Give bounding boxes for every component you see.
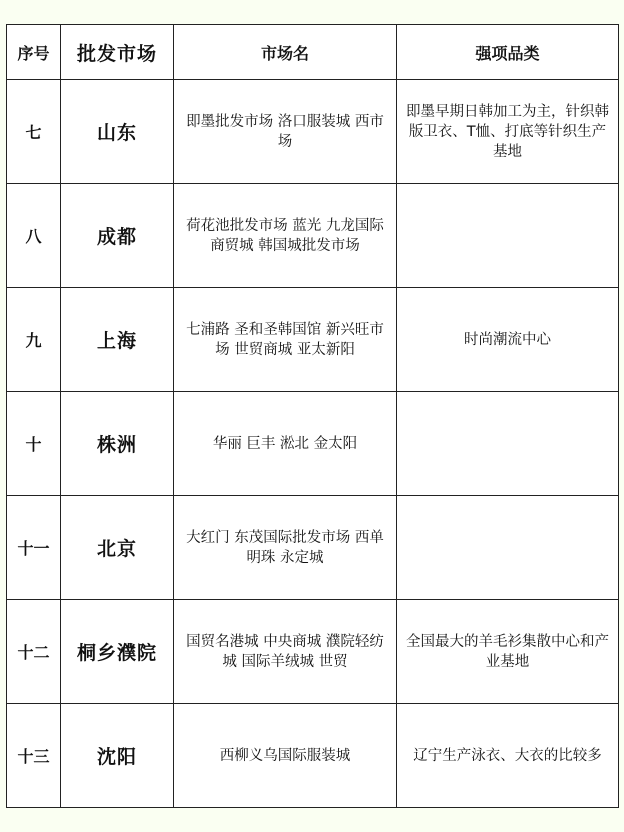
row-region: 成都 <box>61 184 174 288</box>
header-seq: 序号 <box>7 25 61 80</box>
table-row <box>7 496 619 600</box>
table-row <box>7 288 619 392</box>
row-market-names: 西柳义乌国际服装城 <box>174 704 397 808</box>
row-seq: 九 <box>7 288 61 392</box>
row-strength: 即墨早期日韩加工为主，针织韩版卫衣、T恤、打底等针织生产基地 <box>397 80 619 184</box>
row-region: 株洲 <box>61 392 174 496</box>
row-seq: 八 <box>7 184 61 288</box>
row-seq: 十 <box>7 392 61 496</box>
row-region: 桐乡濮院 <box>61 600 174 704</box>
row-seq: 十二 <box>7 600 61 704</box>
row-strength <box>397 496 619 600</box>
table-row <box>7 392 619 496</box>
row-strength: 全国最大的羊毛衫集散中心和产业基地 <box>397 600 619 704</box>
row-strength <box>397 184 619 288</box>
table-row <box>7 80 619 184</box>
row-seq: 七 <box>7 80 61 184</box>
row-strength <box>397 392 619 496</box>
row-market-names: 华丽 巨丰 淞北 金太阳 <box>174 392 397 496</box>
row-market-names: 荷花池批发市场 蓝光 九龙国际商贸城 韩国城批发市场 <box>174 184 397 288</box>
row-market-names: 国贸名港城 中央商城 濮院轻纺城 国际羊绒城 世贸 <box>174 600 397 704</box>
table-header-row <box>7 25 619 80</box>
row-strength: 辽宁生产泳衣、大衣的比较多 <box>397 704 619 808</box>
header-strength-category: 强项品类 <box>397 25 619 80</box>
row-strength: 时尚潮流中心 <box>397 288 619 392</box>
row-region: 山东 <box>61 80 174 184</box>
table-row <box>7 704 619 808</box>
row-market-names: 大红门 东茂国际批发市场 西单明珠 永定城 <box>174 496 397 600</box>
row-seq: 十一 <box>7 496 61 600</box>
table-row <box>7 184 619 288</box>
table-row <box>7 600 619 704</box>
row-market-names: 七浦路 圣和圣韩国馆 新兴旺市场 世贸商城 亚太新阳 <box>174 288 397 392</box>
row-region: 上海 <box>61 288 174 392</box>
row-seq: 十三 <box>7 704 61 808</box>
header-region: 批发市场 <box>61 25 174 80</box>
wholesale-market-table <box>6 24 619 808</box>
row-market-names: 即墨批发市场 洛口服装城 西市场 <box>174 80 397 184</box>
row-region: 沈阳 <box>61 704 174 808</box>
row-region: 北京 <box>61 496 174 600</box>
header-market-name: 市场名 <box>174 25 397 80</box>
